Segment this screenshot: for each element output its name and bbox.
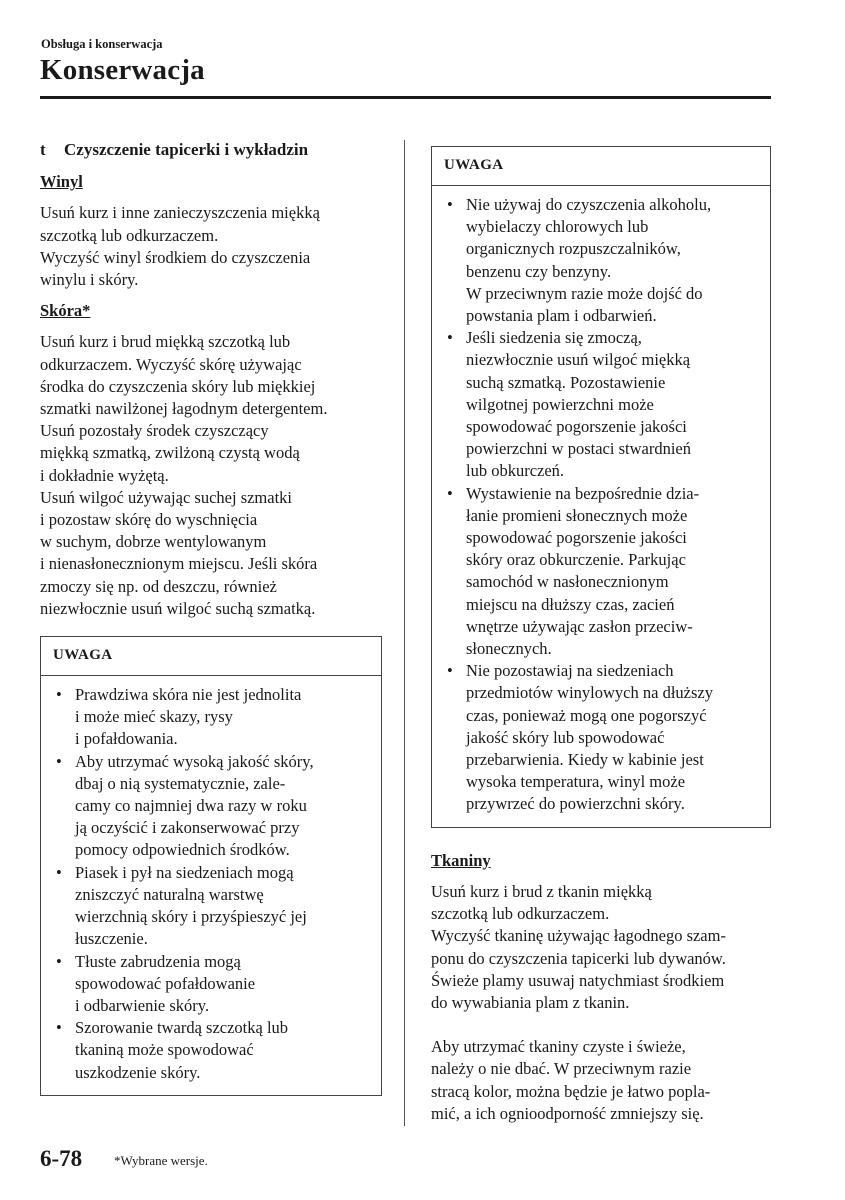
text-line: i odbarwienie skóry. (75, 995, 210, 1015)
footnote: *Wybrane wersje. (114, 1153, 208, 1168)
text-line: lub obkurczeń. (466, 461, 565, 481)
notice-box-cleaning (431, 146, 771, 828)
text-line: suchą szmatką. Pozostawienie (466, 372, 666, 392)
text-line: powstania plam i odbarwień. (466, 306, 657, 326)
section-heading-text: Czyszczenie tapicerki i wykładzin (64, 140, 309, 159)
text-line: zniszczyć naturalną warstwę (75, 884, 264, 904)
text-line: dbaj o nią systematycznie, zale- (75, 773, 286, 793)
text-line: łuszczenie. (75, 929, 148, 949)
text-line: • Jeśli siedzenia się zmoczą, (466, 328, 642, 348)
text-line: niezwłocznie usuń wilgoć miękką (466, 350, 691, 370)
text-line: • Nie używaj do czyszczenia alkoholu, (466, 195, 712, 214)
text-line: • Nie pozostawiaj na siedzeniach (466, 661, 674, 681)
text-line: spowodować pogorszenie jakości (466, 528, 687, 548)
text-line: tkaniną może spowodować (75, 1040, 254, 1060)
notice-item (51, 951, 371, 1018)
text-line: w suchym, dobrze wentylowanym (40, 532, 267, 552)
title-rule (40, 96, 771, 99)
text-line: samochód w nasłonecznionym (466, 572, 669, 592)
text-line: pomocy odpowiednich środków. (75, 840, 290, 860)
vinyl-paragraph (40, 202, 382, 291)
text-line: przebarwienia. Kiedy w kabinie jest (466, 750, 704, 770)
notice-body (41, 676, 381, 1095)
text-line: Wyczyść winyl środkiem do czyszczenia (40, 247, 311, 267)
notice-item (51, 751, 371, 862)
text-line: organicznych rozpuszczalników, (466, 239, 681, 259)
right-column (431, 146, 771, 1125)
text-line: Usuń wilgoć używając suchej szmatki (40, 487, 293, 507)
fabric-paragraph-1 (431, 881, 771, 1014)
text-line: Usuń kurz i brud z tkanin miękką (431, 881, 652, 901)
notice-item (442, 194, 760, 327)
text-line: Usuń kurz i inne zanieczyszczenia miękką (40, 203, 320, 223)
text-line: wysoka temperatura, winyl może (466, 772, 686, 792)
text-line: słonecznych. (466, 639, 552, 659)
text-line: i dokładnie wyżętą. (40, 465, 169, 485)
text-line: niezwłocznie usuń wilgoć suchą szmatką. (40, 598, 316, 618)
text-line: W przeciwnym razie może dojść do (466, 283, 703, 303)
text-line: powierzchni w postaci stwardnień (466, 439, 691, 459)
notice-item (442, 327, 760, 482)
text-line: należy o nie dbać. W przeciwnym razie (431, 1059, 692, 1079)
left-column (40, 139, 382, 1096)
fabric-heading: Tkaniny (431, 850, 491, 870)
text-line: Aby utrzymać tkaniny czyste i świeże, (431, 1037, 686, 1057)
notice-item (442, 483, 760, 661)
page-number: 6-78 (40, 1146, 83, 1171)
paragraph-gap (431, 1014, 771, 1036)
text-line: mić, a ich ognioodporność zmniejszy się. (431, 1103, 704, 1123)
notice-item (51, 1017, 371, 1084)
text-line: • Wystawienie na bezpośrednie dzia- (466, 483, 700, 503)
text-line: i pozostaw skórę do wyschnięcia (40, 510, 258, 530)
text-line: łanie promieni słonecznych może (466, 505, 688, 525)
notice-box-leather (40, 636, 382, 1096)
text-line: odkurzaczem. Wyczyść skórę używając (40, 354, 302, 374)
notice-body (432, 186, 770, 827)
text-line: • Piasek i pył na siedzeniach mogą (75, 862, 294, 882)
column-divider (404, 140, 405, 1126)
text-line: środka do czyszczenia skóry lub miękkiej (40, 376, 316, 396)
text-line: do wywabiania plam z tkanin. (431, 992, 630, 1012)
text-line: przywrzeć do powierzchni skóry. (466, 794, 685, 814)
section-heading (40, 139, 382, 161)
leather-heading: Skóra* (40, 301, 91, 321)
text-line: wierzchnią skóry i przyśpieszyć jej (75, 907, 307, 927)
notice-item (51, 684, 371, 751)
text-line: uszkodzenie skóry. (75, 1062, 201, 1082)
text-line: szczotką lub odkurzaczem. (431, 904, 610, 924)
page-title: Konserwacja (40, 54, 205, 86)
text-line: miejscu na dłuższy czas, zacień (466, 594, 675, 614)
text-line: ją oczyścić i zakonserwować przy (75, 818, 300, 838)
text-line: Usuń pozostały środek czyszczący (40, 421, 269, 441)
text-line: szczotką lub odkurzaczem. (40, 225, 219, 245)
text-line: • Szorowanie twardą szczotką lub (75, 1018, 289, 1038)
text-line: skóry oraz obkurczenie. Parkując (466, 550, 686, 570)
notice-label: UWAGA (41, 637, 381, 676)
text-line: • Tłuste zabrudzenia mogą (75, 951, 241, 971)
text-line: spowodować pogorszenie jakości (466, 417, 687, 437)
vinyl-heading: Winyl (40, 172, 83, 192)
text-line: Wyczyść tkaninę używając łagodnego szam- (431, 926, 726, 946)
text-line: • Prawdziwa skóra nie jest jednolita (75, 685, 302, 705)
text-line: camy co najmniej dwa razy w roku (75, 796, 307, 816)
text-line: stracą kolor, można będzie je łatwo popla- (431, 1081, 711, 1101)
notice-label: UWAGA (432, 147, 770, 186)
text-line: ponu do czyszczenia tapicerki lub dywanów. (431, 948, 726, 968)
text-line: jakość skóry lub spowodować (466, 727, 665, 747)
text-line: i nienasłonecznionym miejscu. Jeśli skóra (40, 554, 318, 574)
text-line: wybielaczy chlorowych lub (466, 217, 649, 237)
fabric-paragraph-2 (431, 1036, 771, 1125)
section-marker: t (40, 140, 46, 159)
text-line: i może mieć skazy, rysy (75, 707, 233, 727)
section-label: Obsługa i konserwacja (41, 37, 163, 51)
text-line: benzenu czy benzyny. (466, 261, 612, 281)
notice-item (51, 862, 371, 951)
text-line: zmoczy się np. od deszczu, również (40, 576, 277, 596)
text-line: • Aby utrzymać wysoką jakość skóry, (75, 751, 314, 771)
text-line: miękką szmatką, zwilżoną czystą wodą (40, 443, 300, 463)
text-line: przedmiotów winylowych na dłuższy (466, 683, 713, 703)
notice-item (442, 660, 760, 815)
text-line: spowodować pofałdowanie (75, 973, 256, 993)
text-line: winylu i skóry. (40, 270, 139, 290)
text-line: czas, ponieważ mogą one pogorszyć (466, 705, 707, 725)
text-line: wilgotnej powierzchni może (466, 394, 654, 414)
leather-paragraph (40, 331, 382, 620)
text-line: wnętrze używając zasłon przeciw- (466, 616, 693, 636)
text-line: szmatki nawilżonej łagodnym detergentem. (40, 399, 328, 419)
text-line: Świeże plamy usuwaj natychmiast środkiem (431, 970, 725, 990)
text-line: Usuń kurz i brud miękką szczotką lub (40, 332, 291, 352)
text-line: i pofałdowania. (75, 729, 178, 749)
